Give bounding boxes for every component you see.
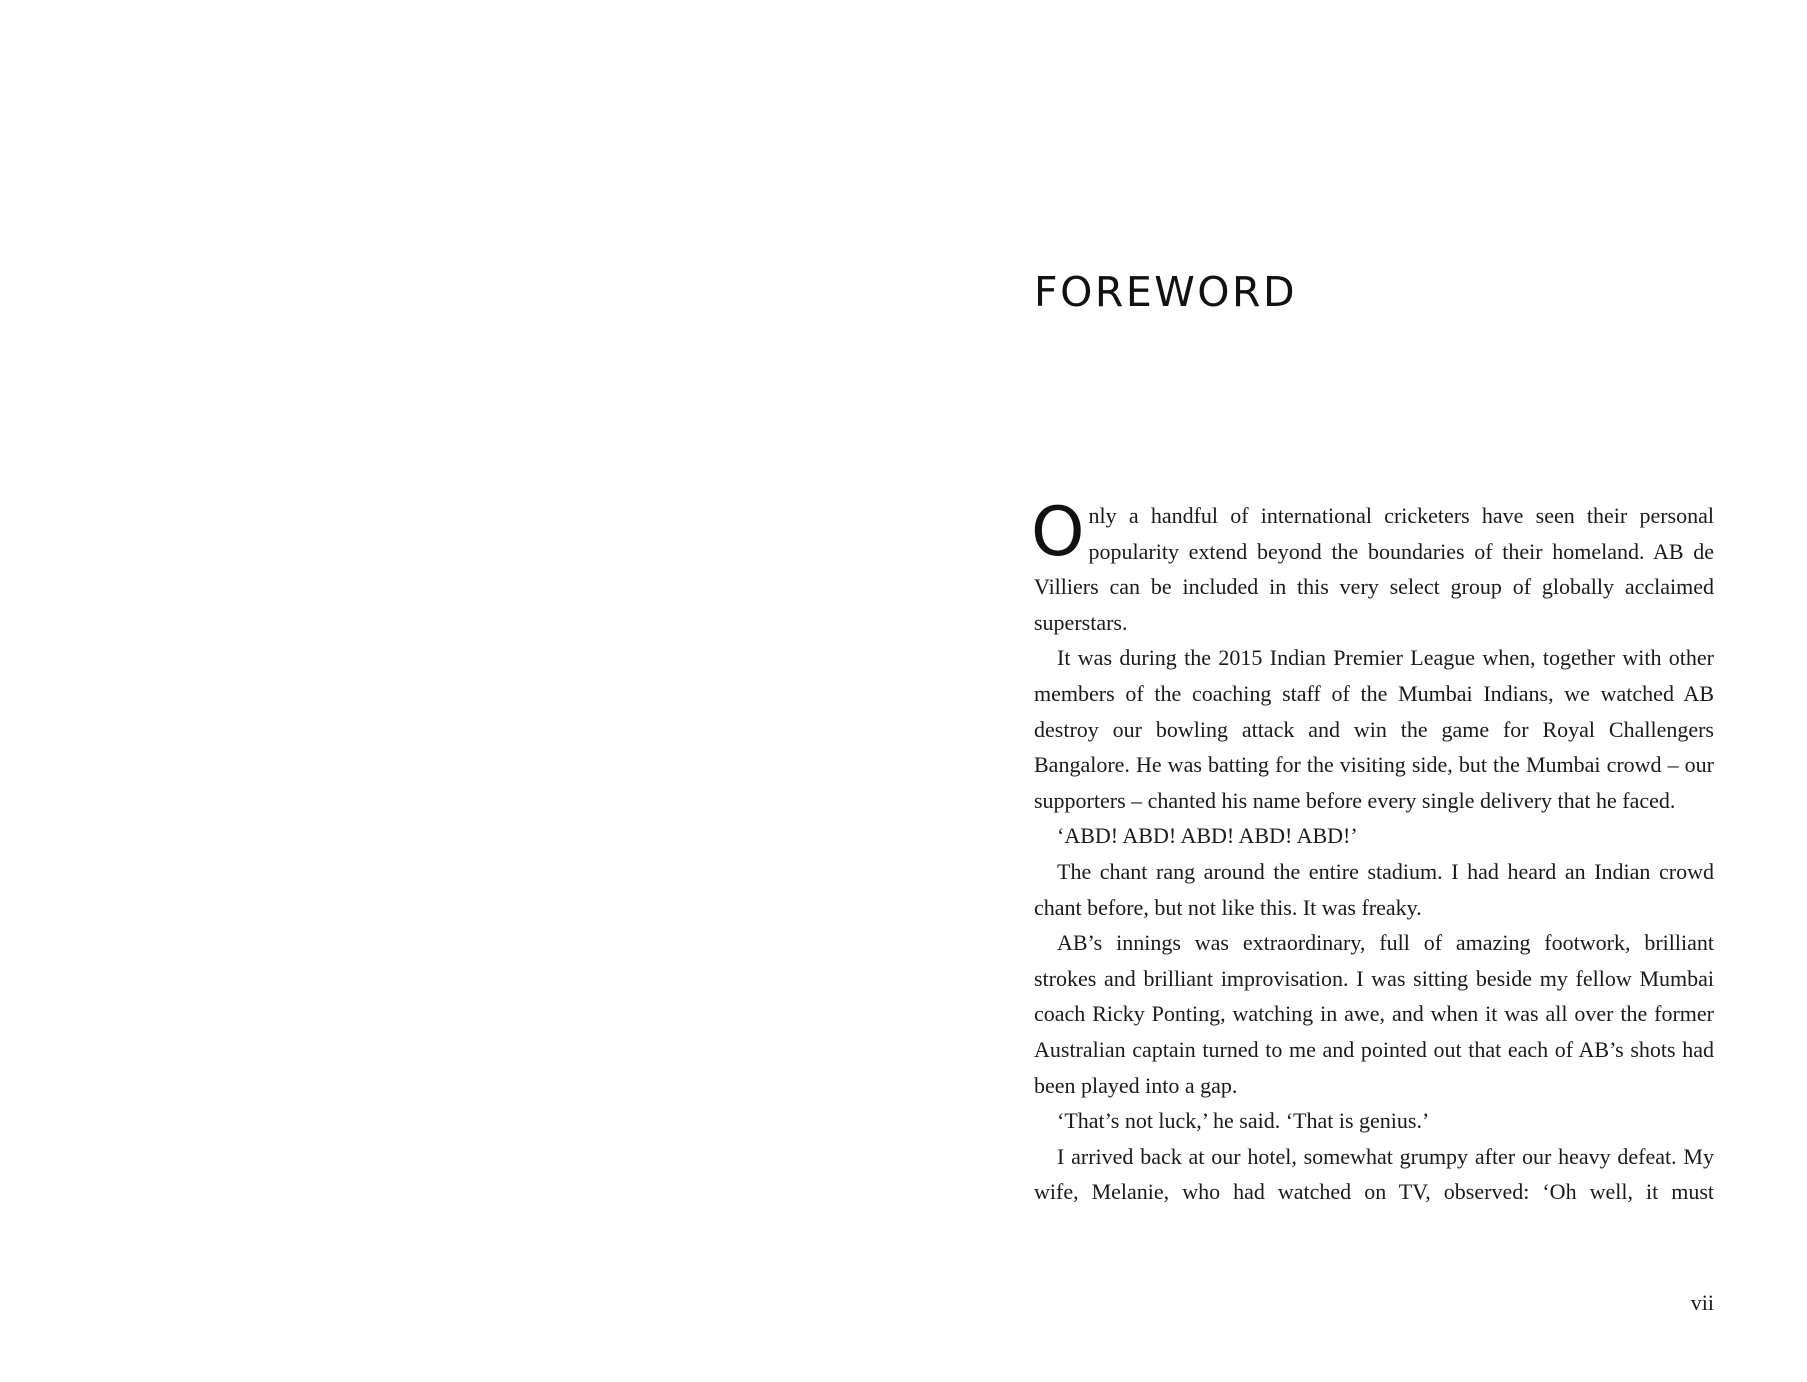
paragraph-7: I arrived back at our hotel, somewhat grumpy after our heavy defeat. My wife, Melanie, who had watched on TV, observed: ‘Oh well, it must bbox=[1034, 1143, 1714, 1205]
left-page-blank bbox=[0, 0, 903, 1382]
paragraph-6: ‘That’s not luck,’ he said. ‘That is genius.’ bbox=[1057, 1108, 1430, 1134]
paragraph-5: AB’s innings was extraordinary, full of amazing footwork, brilliant strokes and brilliant improvisation. I was sitting beside my fellow Mumbai coach Ricky Ponting, watching in awe, and when it was all over the former Australian captain turned to me and pointed out that each of AB’s shots had been played into a gap. bbox=[1034, 930, 1714, 1098]
paragraph-2: It was during the 2015 Indian Premier League when, together with other members of the coaching staff of the Mumbai Indians, we watched AB destroy our bowling attack and win the game for Royal Challengers Bangalore. He was batting for the visiting side, but the Mumbai crowd – our supporters – chanted his name before every single delivery that he faced. bbox=[1034, 645, 1714, 813]
chapter-title: FOREWORD bbox=[1034, 268, 1298, 316]
paragraph-1: Only a handful of international cricketers have seen their personal popularity extend beyond the boundaries of their homeland. AB de Villiers can be included in this very select group of globally acclaimed superstars. bbox=[1031, 493, 1714, 635]
page-number: vii bbox=[1690, 1290, 1714, 1315]
drop-cap: O bbox=[1031, 493, 1085, 572]
paragraph-3: ‘ABD! ABD! ABD! ABD! ABD!’ bbox=[1057, 823, 1358, 849]
foreword-body bbox=[1031, 493, 1714, 1210]
paragraph-4: The chant rang around the entire stadium. I had heard an Indian crowd chant before, but not like this. It was freaky. bbox=[1034, 858, 1714, 920]
right-page bbox=[903, 0, 1807, 1382]
